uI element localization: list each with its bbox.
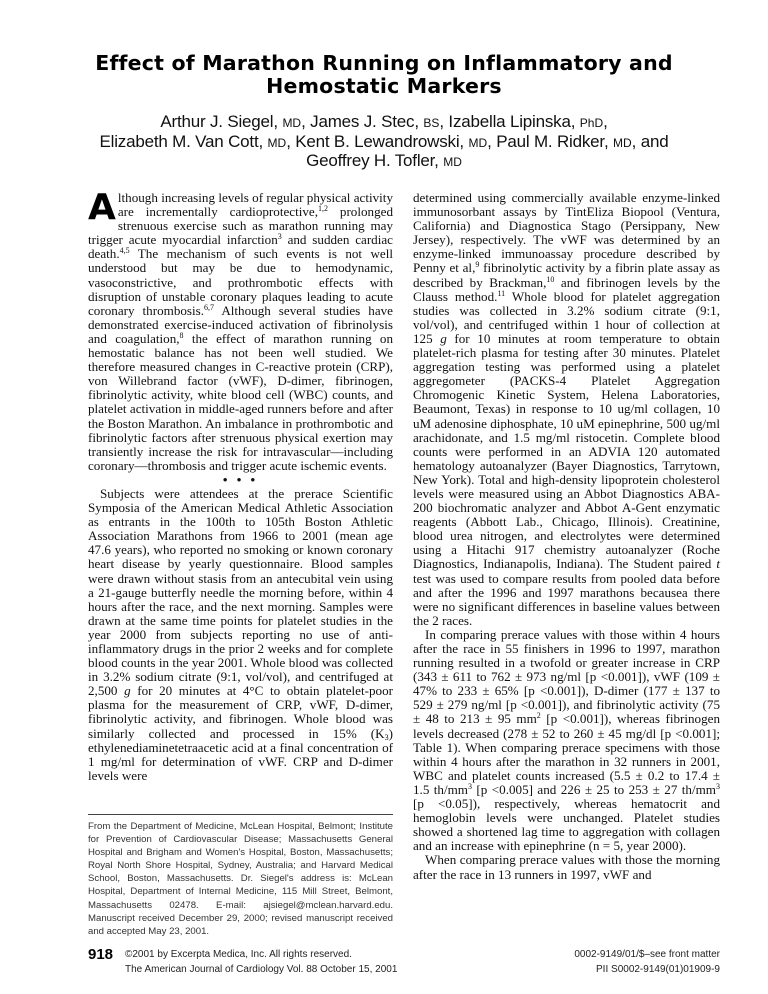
body-paragraph xyxy=(88,187,393,473)
text-run: for 20 minutes at 4°C to obtain platelet-poor plasma for the measurement of CRP, vWF, D-dimer, fibrinolytic activity, and fibrinogen. Whole blood was similarly collected and processed in 15% (K xyxy=(88,683,393,741)
author-separator: , xyxy=(286,131,296,151)
right-column xyxy=(413,191,720,882)
reference-superscript: 10 xyxy=(546,274,555,284)
text-run: test was used to compare results from pooled data before and after the 1996 and 1997 marathons becausea there were no significant differences in baseline values between the 2 races. xyxy=(413,570,720,628)
footer-left xyxy=(125,947,397,977)
text-run: the effect of marathon running on hemostatic balance has not been well studied. We therefore measured changes in C-reactive protein (CRP), von Willebrand factor (vWF), D-dimer, fibrinogen, fibrinolytic activity, white blood cell (WBC) counts, and platelet activation in middle-aged runners before and after the Boston Marathon. An imbalance in prothrombotic and fibrinolytic factors after strenuous physical exertion may transiently increase the risk for intravascular—including coronary—thrombosis and trigger acute ischemic events. xyxy=(88,330,393,473)
reference-superscript: 8 xyxy=(179,330,184,340)
author-degree: MD xyxy=(613,135,632,150)
body-paragraph xyxy=(88,487,393,783)
text-run: and fibrinogen levels by the Clauss method. xyxy=(413,274,721,304)
reference-superscript: 4,5 xyxy=(119,246,130,256)
body-paragraph xyxy=(413,628,720,854)
text-run: lthough increasing levels of regular physical activity are incrementally cardioprotective, xyxy=(117,190,393,220)
italic-text: g xyxy=(440,330,447,346)
text-run: for 10 minutes at room temperature to obtain platelet-rich plasma for testing after 30 minutes. Platelet aggregation testing was performed using a platelet aggregometer (PACKS-4 Platelet Aggregation Chromogenic Kinetic System, Helena Laboratories, Beaumont, Texas) in response to 10 ug/ml collagen, 10 uM adenosine diphosphate, 10 uM epinephrine, 500 ug/ml arachidonate, and 1.5 mg/ml ristocetin. Complete blood counts were performed in an ADVIA 120 automated hematology autoanalyzer (Bayer Diagnostics, Tarrytown, New York). Total and high-density lipoprotein cholesterol levels were measured using an Abbot Diagnostics ABA-200 biochromatic analyzer and Abbot A-Gent enzymatic reagents (Abbott Lab., Chicago, Illinois). Creatinine, blood urea nitrogen, and electrolytes were determined using a Hitachi 917 chemistry autoanalyzer (Roche Diagnostics, Indianapolis, Indiana). The Student paired xyxy=(413,330,720,572)
author-separator: , xyxy=(603,112,608,131)
author-conjunction: , and xyxy=(631,131,669,151)
author-list xyxy=(0,113,768,172)
author-line xyxy=(0,113,768,133)
text-run: [p <0.005] and 226 ± 25 to 253 ± 27 th/mm xyxy=(472,781,716,797)
author-degree: MD xyxy=(282,116,302,130)
author-degree: MD xyxy=(443,155,462,169)
author-name: Kent B. Lewandrowski, xyxy=(295,131,469,151)
text-run: [p <0.001]), whereas fibrinogen levels decreased (278 ± 52 to 260 ± 45 mg/dl [p <0.001]; Table 1). When comparing prerace specimens with those within 4 hours after the marathon in 32 runners in 2001, WBC and platelet counts increased (5.5 ± 0.2 to 17.4 ± 1.5 th/mm xyxy=(413,711,720,797)
reference-superscript: 3 xyxy=(716,781,720,791)
footnote-divider xyxy=(88,814,393,815)
author-degree: MD xyxy=(468,135,488,150)
author-degree: MD xyxy=(267,135,287,150)
author-line xyxy=(0,133,768,153)
text-run: Whole blood for platelet aggregation studies was collected in 3.2% sodium citrate (9:1, vol/vol), and centrifuged within 1 hour of collection at 125 xyxy=(413,288,721,346)
body-paragraph xyxy=(413,191,720,628)
italic-text: g xyxy=(124,683,131,699)
text-run: The mechanism of such events is not well understood but may be due to hemodynamic, vasoconstrictive, and prothrombotic effects with disruption of unstable coronary plaques leading to acute coronary thrombosis. xyxy=(88,246,393,318)
pii-line: PII S0002-9149(01)01909-9 xyxy=(596,964,720,975)
text-run: and sudden cardiac death. xyxy=(88,232,393,262)
text-run: In comparing prerace values with those within 4 hours after the race in 55 finishers in 1996 to 1997, marathon running resulted in a twofold or greater increase in CRP (343 ± 611 to 762 ± 973 ng/ml [p <0.001]), vWF (109 ± 47% to 233 ± 65% [p <0.001]), D-dimer (177 ± 137 to 529 ± 279 ng/ml [p <0.001]), and fibrinolytic activity (75 ± 48 to 213 ± 95 mm xyxy=(413,626,720,727)
author-degree: PhD xyxy=(579,116,604,130)
article-title xyxy=(0,52,768,98)
reference-superscript: 1,2 xyxy=(318,204,328,214)
text-run: prolonged strenuous exercise such as marathon running may trigger acute myocardial infarction xyxy=(88,204,393,248)
copyright-line: ©2001 by Excerpta Medica, Inc. All rights reserved. xyxy=(125,949,352,960)
text-run: determined using commercially available enzyme-linked immunosorbant assays by TintEliza Biopool (Ventura, California) and Diagnostica Stago (Persippany, New Jersey), respectively. The vWF was determined by an enzyme-linked immunoassay procedure described by Penny et al, xyxy=(413,190,720,276)
subscript: 3 xyxy=(384,732,389,742)
text-run: Although several studies have demonstrated exercise-induced activation of fibrinolysis and coagulation, xyxy=(88,302,393,346)
author-separator: , xyxy=(487,131,497,151)
italic-text: t xyxy=(716,556,720,572)
footer-right xyxy=(574,947,720,977)
text-run: ) ethylenediaminetetraacetic acid at a final concentration of 1 mg/ml for determination of vWF. CRP and D-dimer levels were xyxy=(88,725,393,783)
reference-superscript: 2 xyxy=(536,711,541,721)
section-break xyxy=(88,473,393,487)
author-separator: , xyxy=(439,112,449,131)
page-number: 918 xyxy=(88,946,114,963)
author-name: Paul M. Ridker, xyxy=(496,131,613,151)
author-degree: BS xyxy=(423,116,440,130)
text-run: [p <0.05]), respectively, whereas hematocrit and hemoglobin levels were unchanged. Platelet studies showed a shortened lag time to aggregation with collagen and an increase with epinephrine (n = 5, year 2000). xyxy=(413,796,720,854)
reference-superscript: 3 xyxy=(277,232,282,242)
author-name: Geoffrey H. Tofler, xyxy=(306,151,444,170)
author-name: Elizabeth M. Van Cott, xyxy=(99,131,268,151)
drop-cap: A xyxy=(88,187,116,228)
author-name: Izabella Lipinska, xyxy=(448,112,580,131)
issn-line: 0002-9149/01/$–see front matter xyxy=(574,949,720,960)
reference-superscript: 6,7 xyxy=(204,302,215,312)
reference-superscript: 11 xyxy=(497,288,506,298)
text-run: When comparing prerace values with those the morning after the race in 13 runners in 1997, vWF and xyxy=(413,852,720,882)
text-run: Subjects were attendees at the prerace Scientific Symposia of the American Medical Athletic Association as entrants in the 100th to 105th Boston Athletic Association Marathons from 1966 to 2001 (mean age 47.6 years), who reported no smoking or known coronary heart disease by yearly questionnaire. Blood samples were drawn without stasis from an antecubital vein using a 21-gauge butterfly needle the morning before, within 4 hours after the race, and the next morning. Samples were drawn at the same time points for platelet studies in the year 2000 from subjects reporting no use of anti-inflammatory drugs in the prior 2 weeks and for complete blood counts in the year 2001. Whole blood was collected in 3.2% sodium citrate (9:1, vol/vol), and centrifuged at 2,500 xyxy=(88,485,393,699)
author-name: James J. Stec, xyxy=(310,112,424,131)
journal-citation: The American Journal of Cardiology Vol. 88 October 15, 2001 xyxy=(125,964,398,975)
author-line xyxy=(0,152,768,172)
title-line-2: Hemostatic Markers xyxy=(266,74,502,98)
affiliation-footnote: From the Department of Medicine, McLean Hospital, Belmont; Institute for Prevention of Cardiovascular Disease; Massachusetts General Hospital and Brigham and Women's Hospital, Boston, Massachusetts; Royal North Shore Hospital, Sydney, Australia; and Harvard Medical School, Boston, Massachusetts. Dr. Siegel's address is: McLean Hospital, Department of Internal Medicine, 115 Mill Street, Belmont, Massachusetts 02478. E-mail: ajsiegel@mclean.harvard.edu. Manuscript received December 29, 2000; revised manuscript received and accepted May 23, 2001. xyxy=(88,821,393,937)
text-run: • • • xyxy=(222,471,259,487)
title-line-1: Effect of Marathon Running on Inflammatory and xyxy=(95,51,673,75)
author-name: Arthur J. Siegel, xyxy=(160,112,283,131)
reference-superscript: 9 xyxy=(475,260,480,270)
author-separator: , xyxy=(301,112,311,131)
reference-superscript: 3 xyxy=(468,781,472,791)
left-column xyxy=(88,187,393,783)
body-paragraph xyxy=(413,853,720,881)
text-run: fibrinolytic activity by a fibrin plate assay as described by Brackman, xyxy=(413,260,720,290)
